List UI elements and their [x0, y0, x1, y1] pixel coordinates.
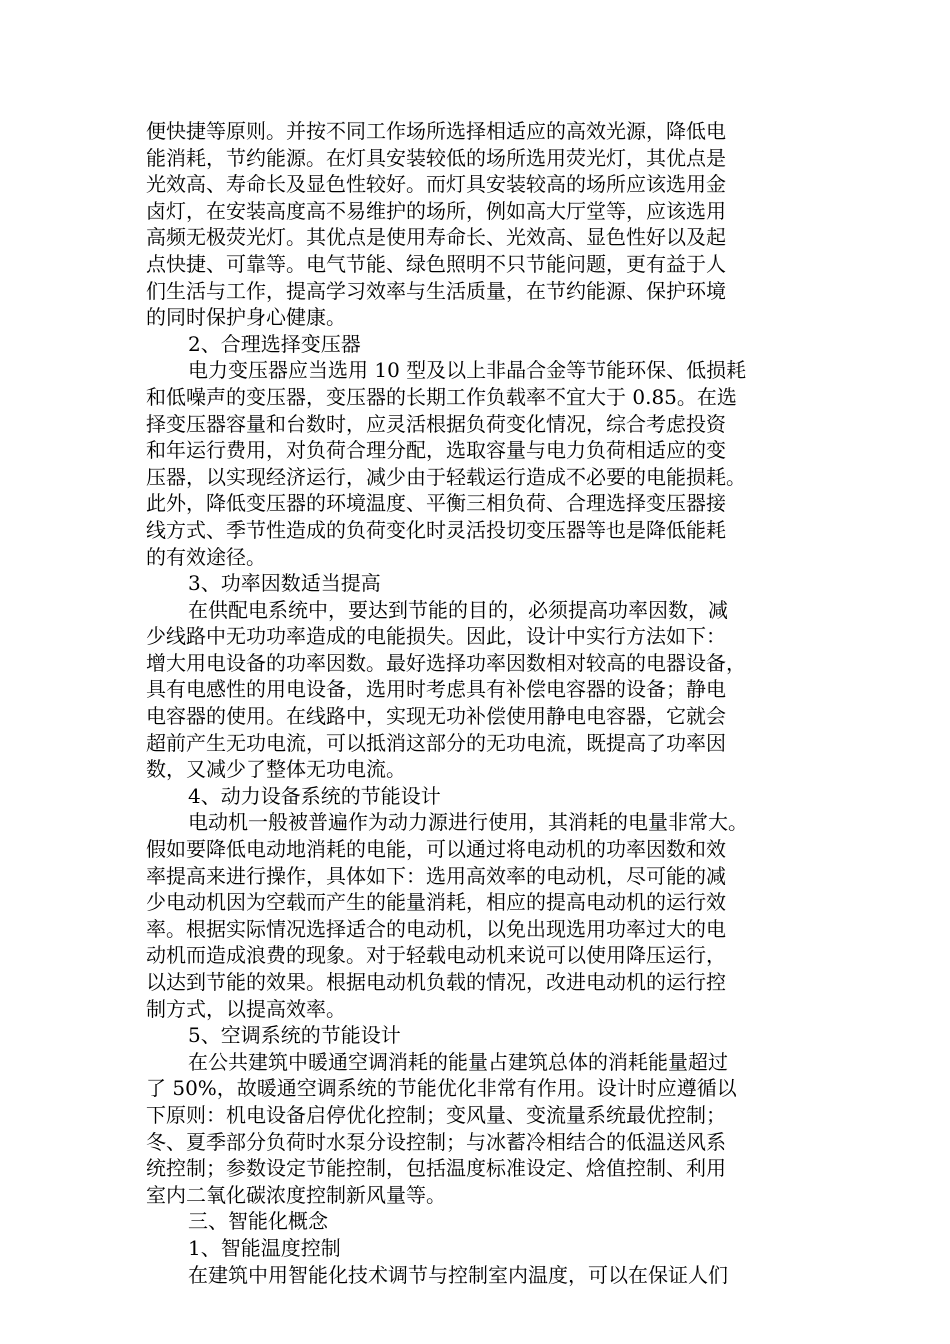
text-line: 4、动力设备系统的节能设计: [188, 783, 441, 808]
text-line: 少线路中无功功率造成的电能损失。因此，设计中实行方法如下：: [146, 624, 726, 649]
text-line: 线方式、季节性造成的负荷变化时灵活投切变压器等也是降低能耗: [146, 517, 726, 542]
text-line: 以达到节能的效果。根据电动机负载的情况，改进电动机的运行控: [146, 970, 726, 994]
text-line: 少电动机因为空载而产生的能量消耗，相应的提高电动机的运行效: [146, 890, 726, 915]
text-line: 此外，降低变压器的环境温度、平衡三相负荷、合理选择变压器接: [146, 491, 726, 516]
text-line: 三、智能化概念: [188, 1209, 328, 1234]
text-line: 和年运行费用，对负荷合理分配，选取容量与电力负荷相适应的变: [146, 438, 726, 463]
text-line: 在公共建筑中暖通空调消耗的能量占建筑总体的消耗能量超过: [188, 1049, 728, 1074]
text-line: 在建筑中用智能化技术调节与控制室内温度，可以在保证人们: [188, 1262, 728, 1287]
text-line: 卤灯，在安装高度高不易维护的场所，例如高大厅堂等，应该选用: [146, 198, 726, 223]
text-line: 的同时保护身心健康。: [146, 305, 346, 330]
text-line: 电动机一般被普遍作为动力源进行使用，其消耗的电量非常大。: [188, 810, 748, 835]
text-line: 择变压器容量和台数时，应灵活根据负荷变化情况，综合考虑投资: [146, 411, 726, 436]
text-line: 超前产生无功电流，可以抵消这部分的无功电流，既提高了功率因: [146, 730, 726, 755]
text-line: 便快捷等原则。并按不同工作场所选择相适应的高效光源，降低电: [146, 119, 726, 143]
text-line: 5、空调系统的节能设计: [188, 1023, 401, 1048]
text-line: 在供配电系统中，要达到节能的目的，必须提高功率因数，减: [188, 597, 728, 622]
text-line: 压器，以实现经济运行，减少由于轻载运行造成不必要的电能损耗。: [146, 464, 746, 489]
text-line: 制方式，以提高效率。: [146, 996, 346, 1021]
text-line: 统控制；参数设定节能控制，包括温度标准设定、焓值控制、利用: [146, 1156, 726, 1181]
text-line: 了 50%，故暖通空调系统的节能优化非常有作用。设计时应遵循以: [146, 1076, 737, 1101]
text-line: 电力变压器应当选用 10 型及以上非晶合金等节能环保、低损耗: [188, 358, 747, 383]
text-line: 电容器的使用。在线路中，实现无功补偿使用静电电容器，它就会: [146, 704, 726, 729]
text-line: 3、功率因数适当提高: [188, 571, 381, 596]
text-line: 1、智能温度控制: [188, 1235, 341, 1260]
text-line: 们生活与工作，提高学习效率与生活质量，在节约能源、保护环境: [146, 278, 726, 303]
text-line: 点快捷、可靠等。电气节能、绿色照明不只节能问题，更有益于人: [146, 251, 726, 276]
text-line: 率。根据实际情况选择适合的电动机，以免出现选用功率过大的电: [146, 916, 726, 941]
text-line: 增大用电设备的功率因数。最好选择功率因数相对较高的电器设备，: [146, 650, 746, 675]
text-line: 光效高、寿命长及显色性较好。而灯具安装较高的场所应该选用金: [146, 172, 726, 197]
text-line: 动机而造成浪费的现象。对于轻载电动机来说可以使用降压运行，: [146, 943, 726, 968]
text-line: 高频无极荧光灯。其优点是使用寿命长、光效高、显色性好以及起: [146, 225, 726, 250]
text-line: 和低噪声的变压器，变压器的长期工作负载率不宜大于 0.85。在选: [146, 384, 737, 409]
document-page: [146, 118, 806, 1288]
text-line: 冬、夏季部分负荷时水泵分设控制；与冰蓄冷相结合的低温送风系: [146, 1129, 726, 1154]
text-line: 具有电感性的用电设备，选用时考虑具有补偿电容器的设备；静电: [146, 677, 726, 702]
text-line: 率提高来进行操作，具体如下：选用高效率的电动机，尽可能的减: [146, 863, 726, 888]
text-line: 数，又减少了整体无功电流。: [146, 757, 406, 782]
text-line: 室内二氧化碳浓度控制新风量等。: [146, 1182, 446, 1207]
text-line: 2、合理选择变压器: [188, 331, 361, 356]
text-line: 能消耗，节约能源。在灯具安装较低的场所选用荧光灯，其优点是: [146, 145, 726, 170]
text-line: 下原则：机电设备启停优化控制；变风量、变流量系统最优控制；: [146, 1102, 726, 1127]
text-line: 的有效途径。: [146, 544, 266, 569]
text-line: 假如要降低电动地消耗的电能，可以通过将电动机的功率因数和效: [146, 837, 726, 862]
